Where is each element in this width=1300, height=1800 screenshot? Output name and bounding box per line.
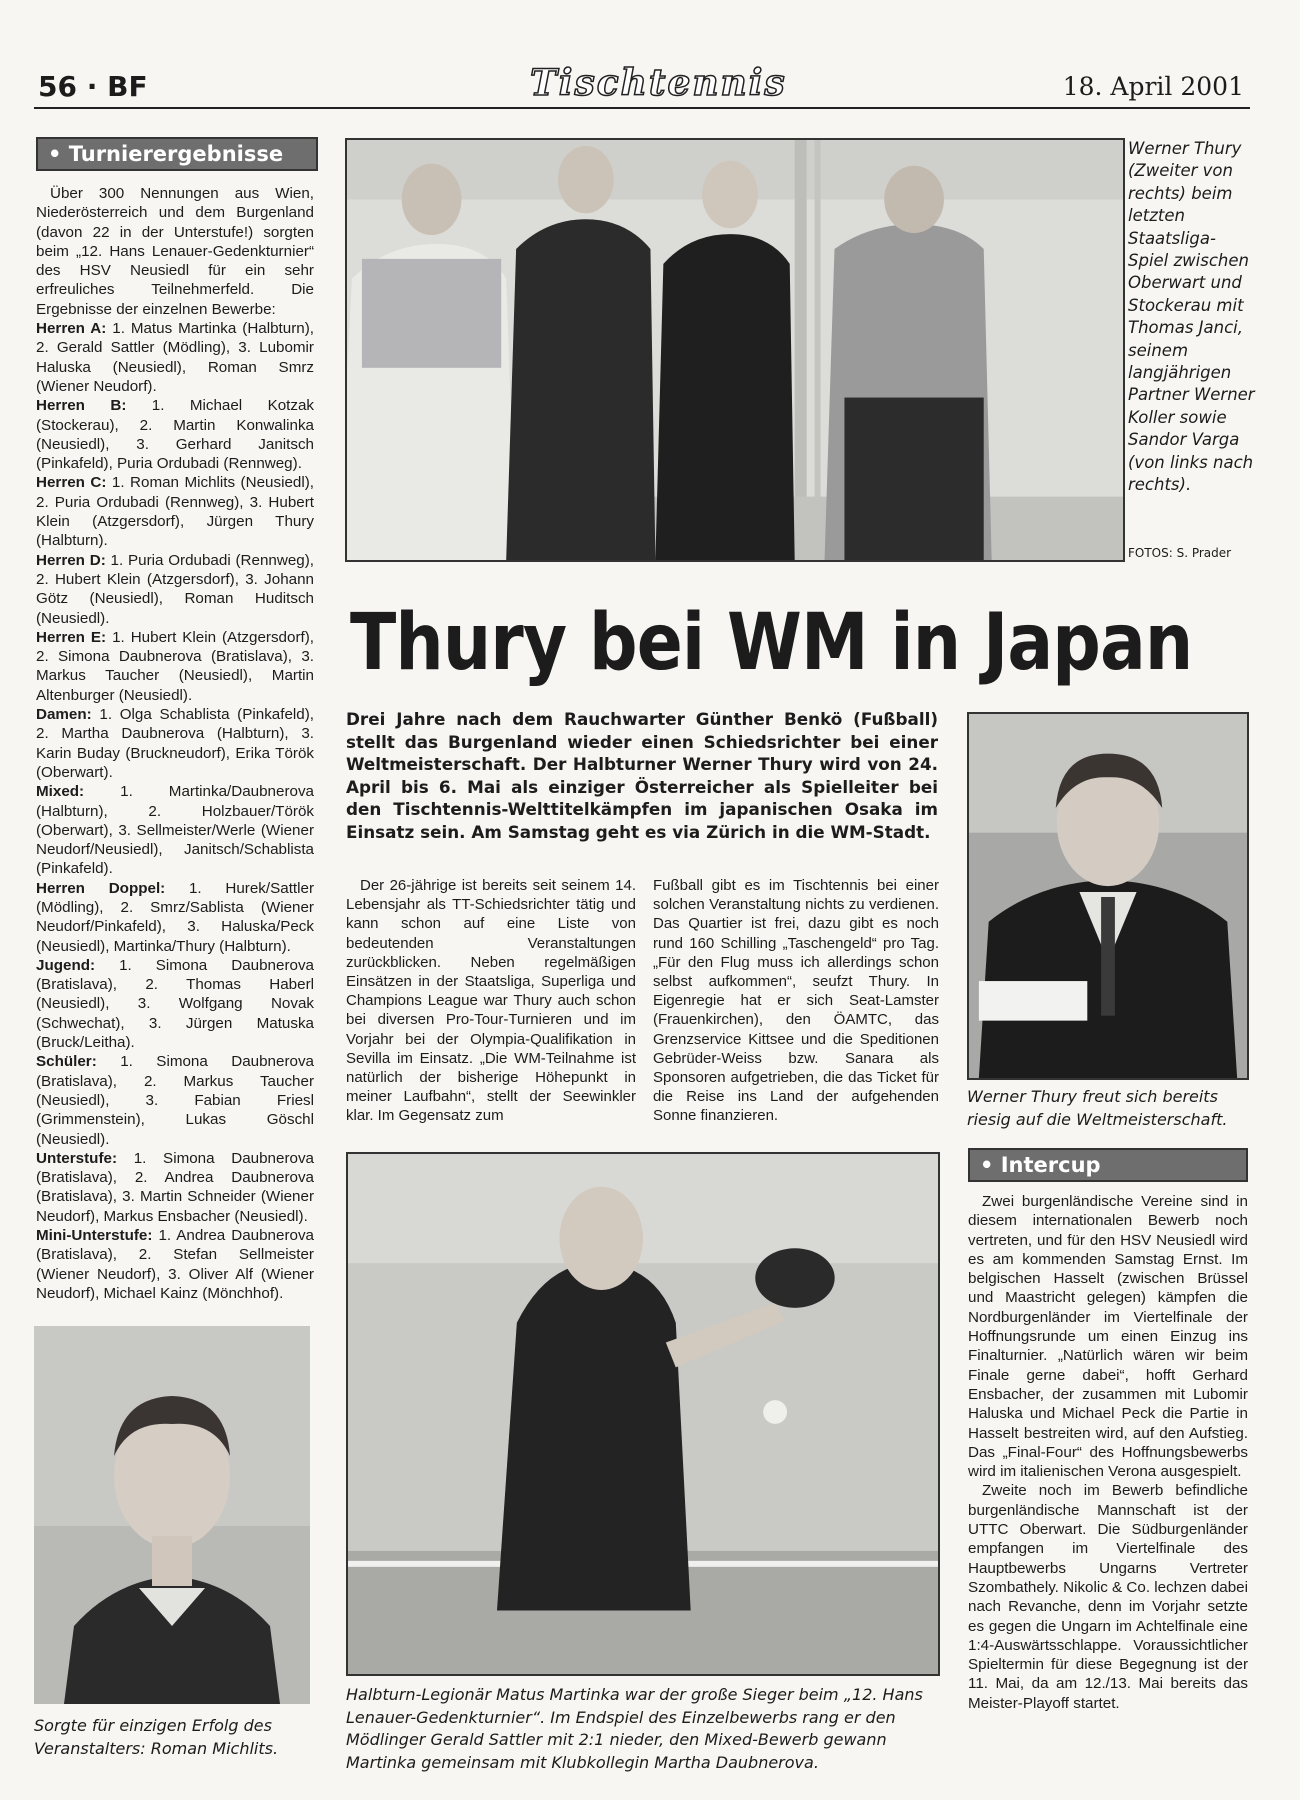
result-entry: Herren B: 1. Michael Kotzak (Stockerau), 2. Martin Konwalinka (Neusiedl), 3. Gerhard Janitsch (Pinkafeld), Puria Ordubadi (Rennweg). — [36, 397, 314, 473]
caption-martinka: Halbturn-Legionär Matus Martinka war der große Sieger beim „12. Hans Lenauer-Gedenkturnier“. Im Endspiel des Einzelbewerbs rang er den Mödlinger Gerald Sattler mit 2:1 nieder, den Mixed-Bewerb gewann Martinka gemeinsam mit Klubkollegin Martha Daubnerova. — [346, 1685, 923, 1772]
result-entry: Damen: 1. Olga Schablista (Pinkafeld), 2. Martha Daubnerova (Halbturn), 3. Karin Buday (Bruckneudorf), Erika Török (Oberwart). — [36, 706, 314, 781]
intercup-heading: • Intercup — [968, 1148, 1248, 1182]
result-entry: Herren E: 1. Hubert Klein (Atzgersdorf), 2. Simona Daubnerova (Bratislava), 3. Markus Taucher (Neusiedl), Martin Altenburger (Neusiedl). — [36, 628, 314, 704]
photo-matus-martinka — [346, 1152, 940, 1676]
header-rule — [34, 107, 1250, 109]
photo-werner-thury — [967, 712, 1249, 1080]
intercup-paragraph: Zweite noch im Bewerb befindliche burgenländische Mannschaft ist der UTTC Oberwart. Die Südburgenländer empfangen im Viertelfinale des Hauptbewerbs Ungarns Vertreter Szombathely. Nikolic & Co. lechzen dabei nach Revanche, denn im Vorjahr setzte es gegen die Ungarn im Achtelfinale eine 1:4-Auswärtsschlappe. Voraussichtlicher Spieltermin für diese Begegnung ist der 11. Mai, da am 12./13. Mai bereits das Meister-Playoff startet. — [968, 1482, 1248, 1712]
results-text — [36, 184, 314, 1303]
result-entry: Unterstufe: 1. Simona Daubnerova (Bratislava), 2. Andrea Daubnerova (Bratislava), 3. Martin Schneider (Wiener Neudorf), Markus Ensbacher (Neusiedl). — [36, 1149, 314, 1225]
result-entry: Herren A: 1. Matus Martinka (Halbturn), 2. Gerald Sattler (Mödling), 3. Lubomir Haluska (Neusiedl), Roman Smrz (Wiener Neudorf). — [36, 320, 314, 395]
photo-roman-michlits — [34, 1326, 310, 1704]
result-entry: Jugend: 1. Simona Daubnerova (Bratislava), 2. Thomas Haberl (Neusiedl), 3. Wolfgang Novak (Schwechat), 3. Jürgen Matuska (Bruck/Leitha). — [36, 956, 314, 1052]
intercup-paragraph: Zwei burgenländische Vereine sind in diesem internationalen Bewerb noch vertreten, und für den HSV Neusiedl wird es am kommenden Samstag Ernst. Im belgischen Hasselt (zwischen Brüssel und Maastricht gelegen) kämpfen die Nordburgenländer im Viertelfinale der Hoffnungsrunde um einen Einzug ins Finalturnier. „Natürlich wären wir beim Finale gerne dabei“, hofft Gerhard Ensbacher, der zusammen mit Lubomir Haluska und Michael Peck die Partie in Hasselt bestreiten wird, auf den Aufstieg. Das „Final-Four“ des Hoffnungsbewerbs wird im italienischen Verona ausgespielt. — [968, 1193, 1248, 1481]
caption-thury: Werner Thury freut sich bereits riesig auf die Weltmeisterschaft. — [967, 1087, 1228, 1129]
result-entry: Schüler: 1. Simona Daubnerova (Bratislava), 2. Markus Taucher (Neusiedl), 3. Fabian Friesl (Grimmenstein), Lukas Göschl (Neusiedl). — [36, 1053, 314, 1148]
intercup-text — [968, 1192, 1248, 1713]
section-title: Tischtennis — [530, 62, 787, 104]
results-intro: Über 300 Nennungen aus Wien, Niederösterreich und dem Burgenland (davon 22 in der Unterstufe!) sorgten beim „12. Hans Lenauer-Gedenkturnier“ des HSV Neusiedl für ein sehr erfreuliches Teilnehmerfeld. Die Ergebnisse der einzelnen Bewerbe: — [36, 185, 314, 318]
result-entry: Herren Doppel: 1. Hurek/Sattler (Mödling), 2. Smrz/Sablista (Wiener Neudorf/Pinkafeld), 3. Haluska/Peck (Neusiedl), Martinka/Thury (Halbturn). — [36, 879, 315, 955]
result-entry: Herren C: 1. Roman Michlits (Neusiedl), 2. Puria Ordubadi (Rennweg), 3. Hubert Klein (Atzgersdorf), Jürgen Thury (Halbturn). — [36, 474, 314, 550]
caption-michlits: Sorgte für einzigen Erfolg des Veranstalters: Roman Michlits. — [34, 1716, 279, 1758]
article-lead: Drei Jahre nach dem Rauchwarter Günther Benkö (Fußball) stellt das Burgenland wieder einen Schiedsrichter bei einer Weltmeisterschaft. Der Halbturner Werner Thury wird von 24. April bis 6. Mai als einziger Österreicher als Spielleiter bei den Tischtennis-Welttitelkämpfen im japanischen Osaka im Einsatz sein. Am Samstag geht es via Zürich in die WM-Stadt. — [346, 709, 938, 842]
results-heading: • Turnierergebnisse — [36, 137, 318, 171]
article-headline: Thury bei WM in Japan — [350, 598, 1193, 688]
article-paragraph: Der 26-jährige ist bereits seit seinem 14. Lebensjahr als TT-Schiedsrichter tätig und kann schon auf eine Liste von bedeutenden Veranstaltungen zurückblicken. Neben regelmäßigen Einsätzen in der Staatsliga, Superliga und Champions League war Thury auch schon bei diversen Pro-Tour-Turnieren und im Vorjahr bei der Olympia-Qualifikation in Sevilla im Einsatz. „Die WM-Teilnahme ist natürlich der bisherige Höhepunkt in meiner Laufbahn“, stellt der Seewinkler klar. Im Gegensatz zum — [346, 877, 636, 1125]
photo-credit: FOTOS: S. Prader — [1128, 546, 1232, 560]
article-body-column-1 — [346, 876, 636, 1126]
result-entry: Mixed: 1. Martinka/Daubnerova (Halbturn), 2. Holzbauer/Török (Oberwart), 3. Sellmeister/Werle (Wiener Neudorf/Neusiedl), Janitsch/Schablista (Pinkafeld). — [36, 783, 314, 878]
page-date: 18. April 2001 — [1062, 72, 1244, 101]
caption-team: Werner Thury (Zweiter von rechts) beim letzten Staatsliga-Spiel zwischen Oberwart und Stockerau mit Thomas Janci, seinem langjährigen Partner Werner Koller sowie Sandor Varga (von links nach rechts). — [1128, 139, 1255, 495]
article-body-column-2 — [653, 876, 939, 1126]
page-number: 56 · BF — [38, 70, 148, 103]
article-paragraph: Fußball gibt es im Tischtennis bei einer solchen Veranstaltung nichts zu verdienen. Das Quartier ist frei, dazu gibt es noch rund 160 Schilling „Taschengeld“ pro Tag. „Für den Flug muss ich allerdings schon selbst aufkommen“, seufzt Thury. In Eigenregie hat er sich Seat-Lamster (Frauenkirchen), den ÖAMTC, das Grenzservice Kittsee und die Speditionen Gebrüder-Weiss bzw. Sanara als Sponsoren aufgetrieben, die das Ticket für die Reise ins Land der aufgehenden Sonne finanzieren. — [653, 877, 939, 1125]
result-entry: Herren D: 1. Puria Ordubadi (Rennweg), 2. Hubert Klein (Atzgersdorf), 3. Johann Götz (Neusiedl), Roman Huditsch (Neusiedl). — [36, 551, 314, 627]
result-entry: Mini-Unterstufe: 1. Andrea Daubnerova (Bratislava), 2. Stefan Sellmeister (Wiener Neudorf), 3. Oliver Alf (Wiener Neudorf), Michael Kainz (Mönchhof). — [36, 1227, 314, 1302]
photo-team-staatsliga — [345, 138, 1125, 562]
